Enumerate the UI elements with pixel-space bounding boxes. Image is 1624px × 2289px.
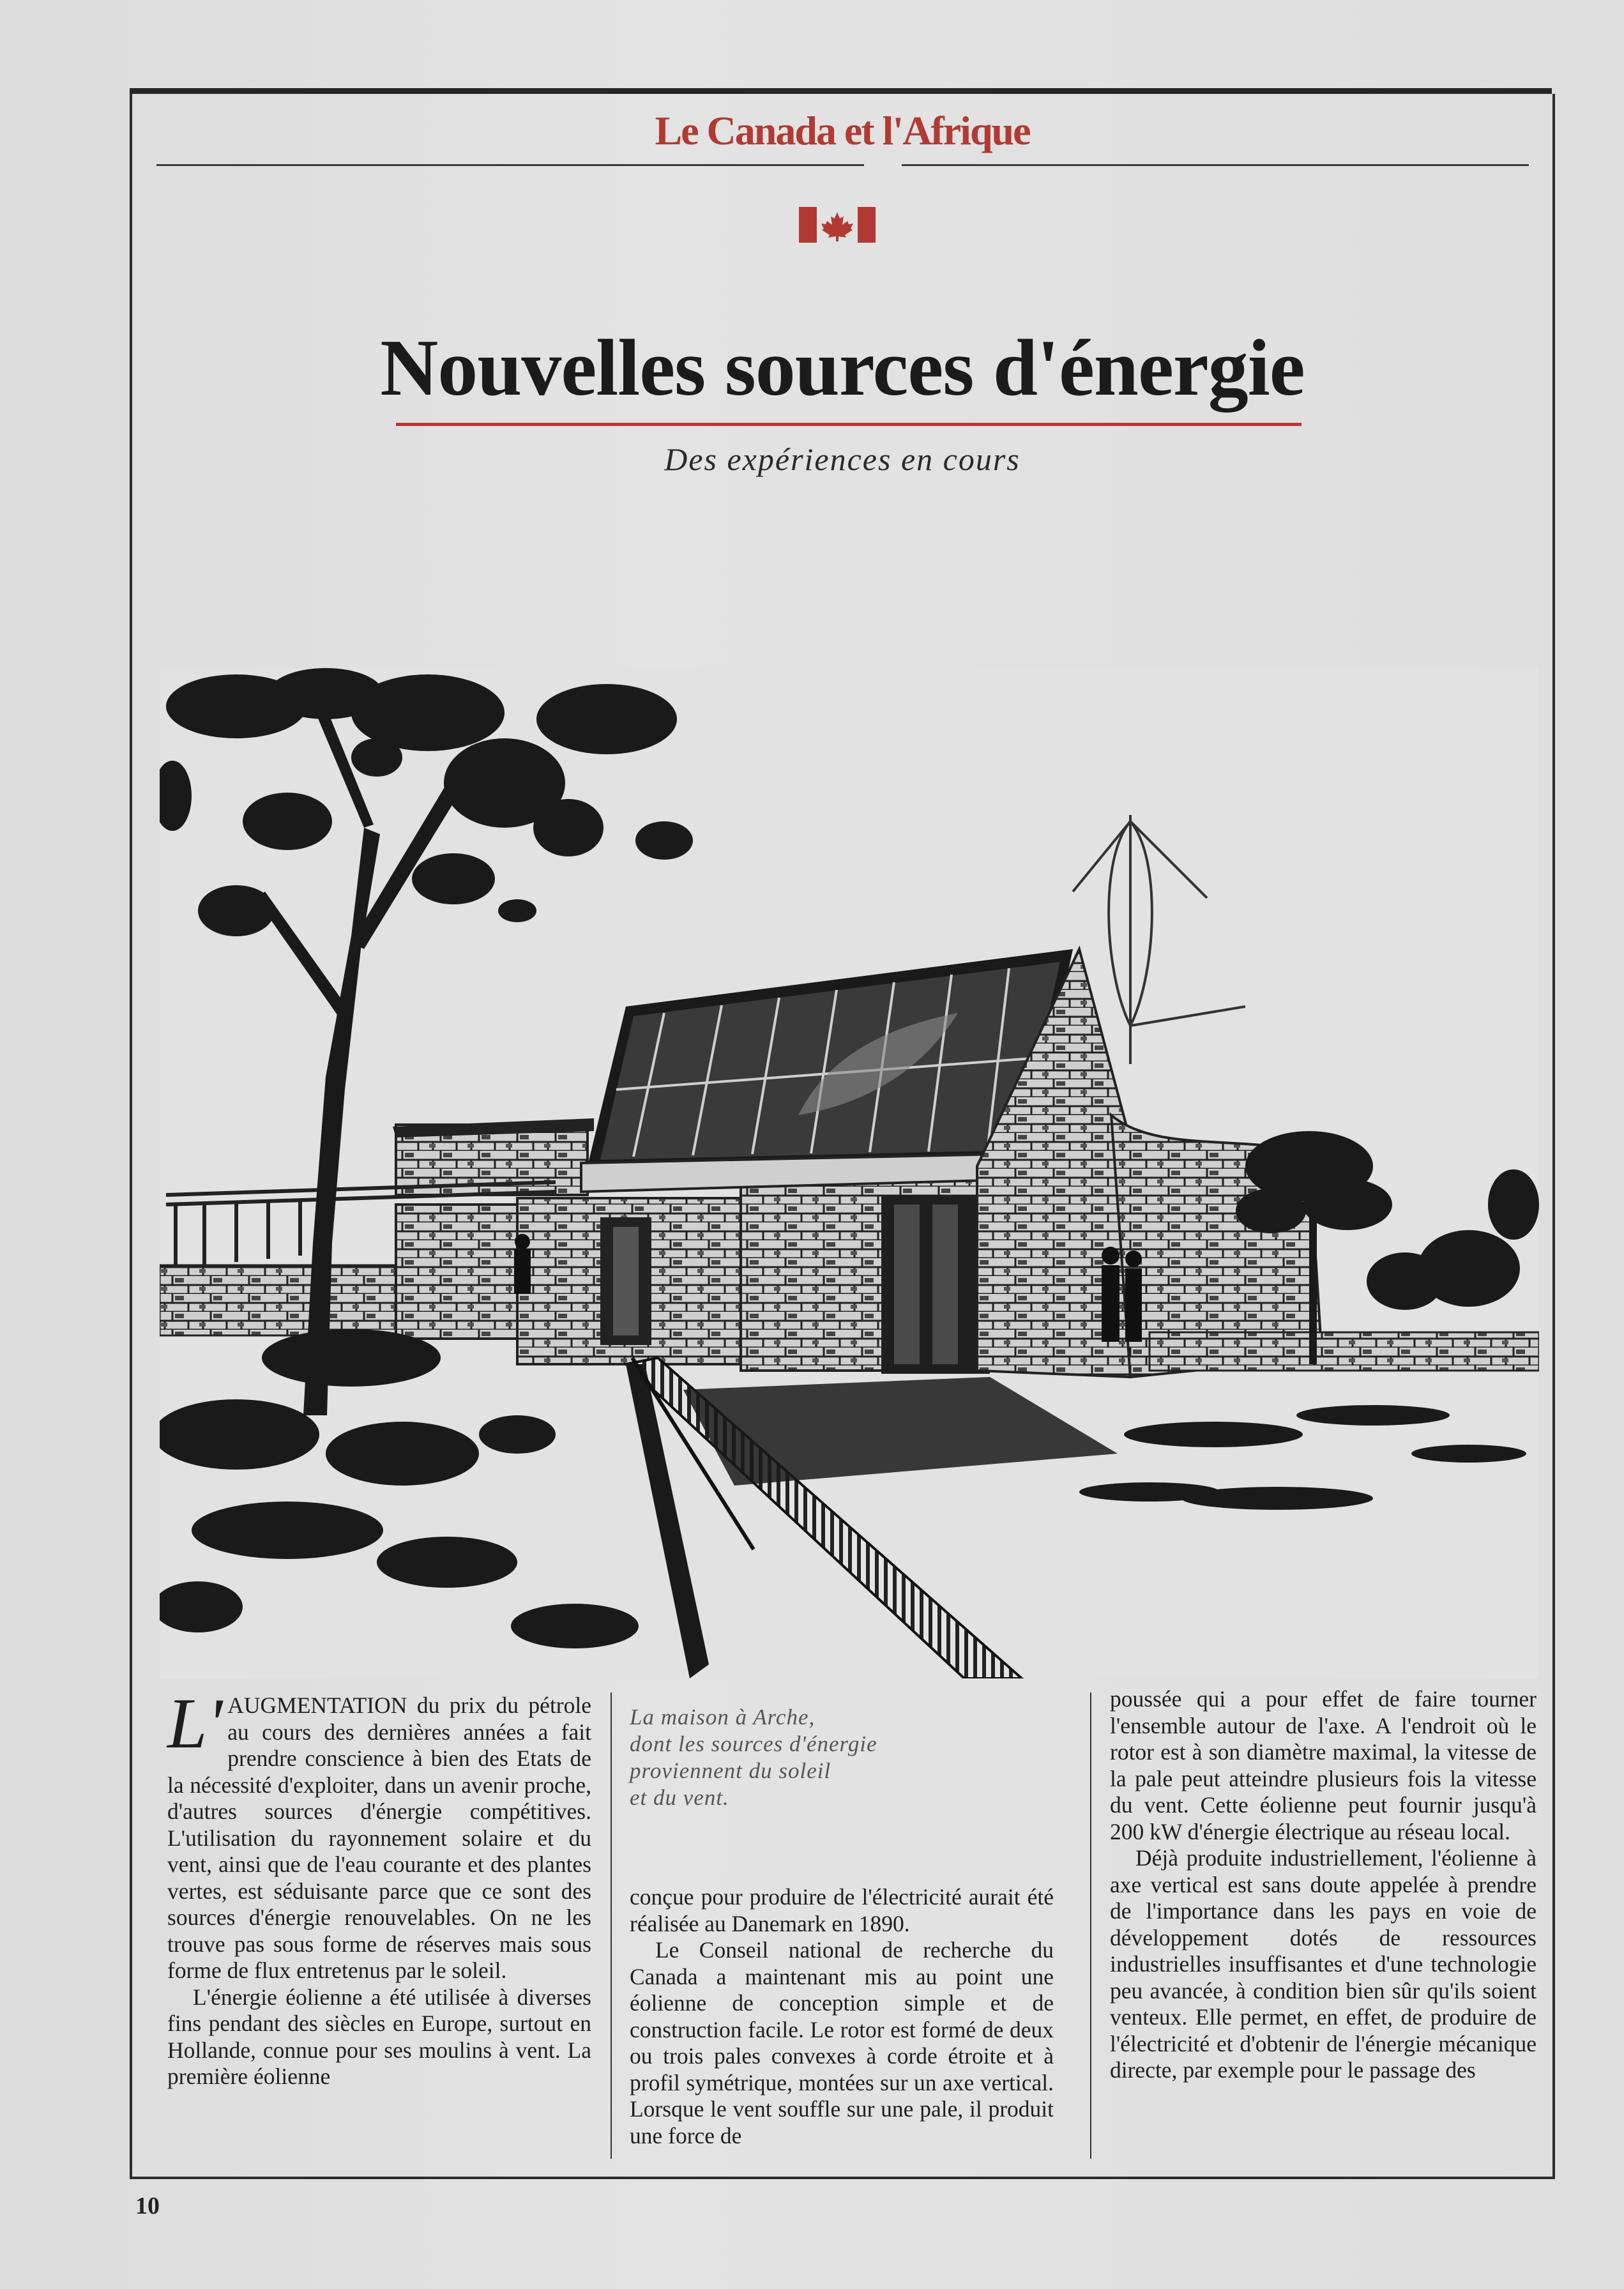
article-column-2 [630, 1884, 1054, 2149]
paragraph-4: Le Conseil national de recherche du Canada a maintenant mis au point une éolienne de conception simple et de construction facile. Le rotor est formé de deux ou trois pales convexes à corde étroite et à profil symétrique, montées sur un axe vertical. Lorsque le vent souffle sur une pale, il produit une force de [630, 1937, 1054, 2148]
article-column-1 [167, 1684, 591, 2090]
paragraph-6: Déjà produite industriellement, l'éolienne à axe vertical est sans doute appelée à prendre de l'importance dans les pays en voie de développement dotés de ressources industrielles insuffisantes et d'une technologie peu avancée, à condition bien sûr qu'ils soient venteux. Elle permet, en effet, de produire de l'électricité et d'obtenir de l'énergie mécanique directe, par exemple pour le passage des [1110, 1845, 1537, 2083]
headline-underline [396, 423, 1301, 426]
column-divider-2 [1090, 1692, 1091, 2159]
section-title: Le Canada et l'Afrique [655, 108, 1030, 153]
caption-line-1: La maison à Arche, [630, 1705, 816, 1730]
page-number: 10 [135, 2193, 160, 2219]
article-subtitle: Des expériences en cours [664, 441, 1021, 477]
section-rule-right [902, 164, 1529, 166]
paragraph-1: AUGMENTATION du prix du pétrole au cours des dernières années a fait prendre conscience à bien des Etats de la nécessité d'exploiter, dans un avenir proche, d'autres sources d'énergie compétitives. L'utilisation du rayonnement solaire et du vent, ainsi que de l'eau courante et des plantes vertes, est séduisante parce que ce sont des sources d'énergie renouvelables. On ne les trouve pas sous forme de réserves mais sous forme de flux entretenus par le soleil. [167, 1692, 591, 1983]
caption-line-2: dont les sources d'énergie [630, 1731, 877, 1756]
paragraph-2: L'énergie éolienne a été utilisée à diverses fins pendant des siècles en Europe, surtout en Hollande, connue pour ses moulins à vent. La première éolienne [167, 1984, 591, 2089]
article-headline: Nouvelles sources d'énergie [380, 324, 1305, 413]
arche-house-illustration [160, 668, 1539, 1678]
section-rule-left [156, 164, 864, 166]
paragraph-3: conçue pour produire de l'électricité aurait été réalisée au Danemark en 1890. [630, 1884, 1054, 1936]
canada-flag-icon [799, 206, 876, 244]
caption-line-3: proviennent du soleil [630, 1758, 831, 1783]
dropcap: L' [167, 1684, 223, 1763]
paragraph-5: poussée qui a pour effet de faire tourner l'ensemble autour de l'axe. A l'endroit où le rotor est à son diamètre maximal, la vitesse de la pale peut atteindre plusieurs fois la vitesse du vent. Cette éolienne peut fournir jusqu'à 200 kW d'énergie électrique au réseau local. [1110, 1686, 1537, 1844]
top-rule [130, 88, 1552, 94]
frame-bottom-border [130, 2177, 1555, 2179]
caption-line-4: et du vent. [630, 1785, 729, 1810]
column-divider-1 [611, 1692, 612, 2159]
article-column-3 [1110, 1686, 1537, 2084]
illustration-caption [630, 1704, 1054, 1811]
